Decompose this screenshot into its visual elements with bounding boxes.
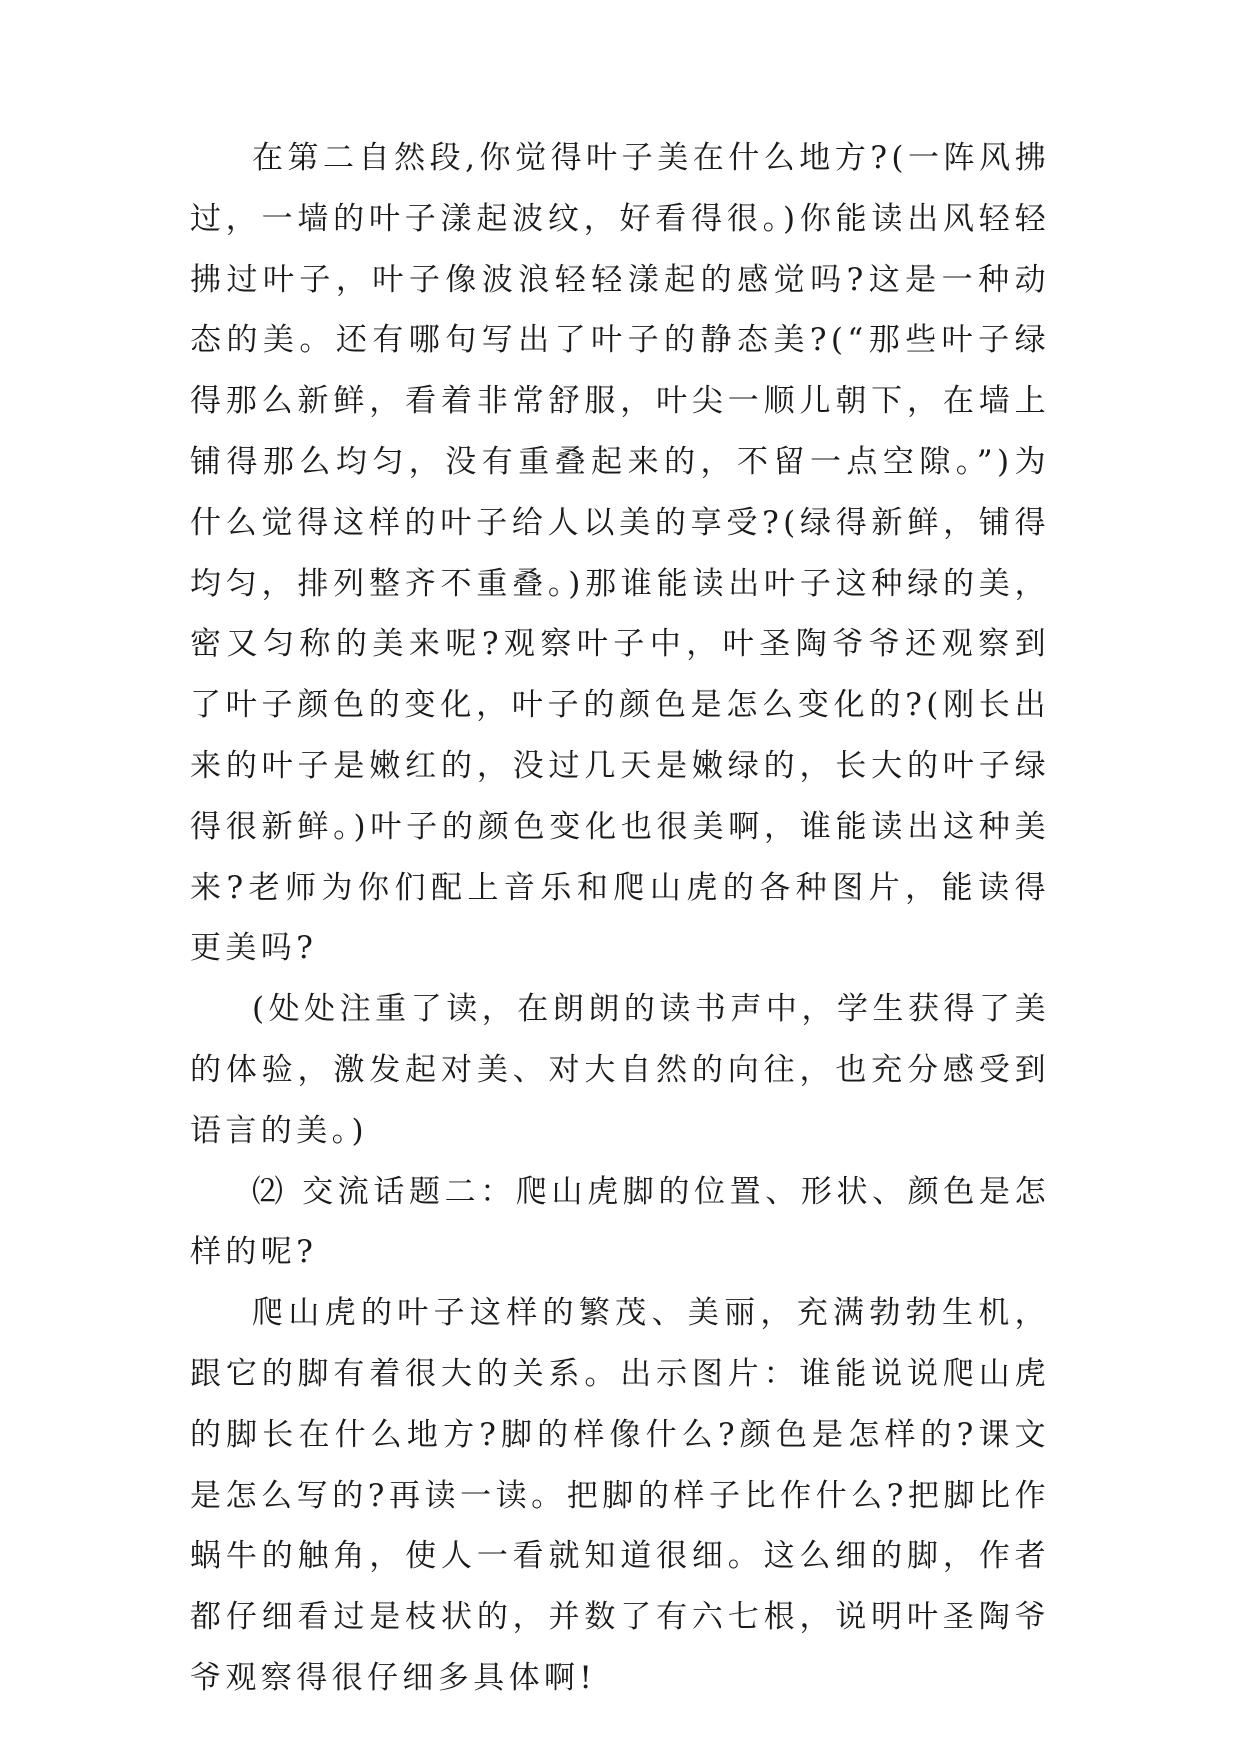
paragraph-leaf-beauty: 在第二自然段,你觉得叶子美在什么地方?(一阵风拂过，一墙的叶子漾起波纹，好看得很。)你能读出风轻轻拂过叶子，叶子像波浪轻轻漾起的感觉吗?这是一种动态的美。还有哪句写出了叶子的静态美?(“那些叶子绿得那么新鲜，看着非常舒服，叶尖一顺儿朝下，在墙上铺得那么均匀，没有重叠起来的，不留一点空隙。”)为什么觉得这样的叶子给人以美的享受?(绿得新鲜，铺得均匀，排列整齐不重叠。)那谁能读出叶子这种绿的美，密又匀称的美来呢?观察叶子中，叶圣陶爷爷还观察到了叶子颜色的变化，叶子的颜色是怎么变化的?(刚长出来的叶子是嫩红的，没过几天是嫩绿的，长大的叶子绿得很新鲜。)叶子的颜色变化也很美啊，谁能读出这种美来?老师为你们配上音乐和爬山虎的各种图片，能读得更美吗? (190, 140, 1050, 967)
paragraph-feet-description: 爬山虎的叶子这样的繁茂、美丽，充满勃勃生机，跟它的脚有着很大的关系。出示图片：谁能说说爬山虎的脚长在什么地方?脚的样像什么?颜色是怎样的?课文是怎么写的?再读一读。把脚的样子比作什么?把脚比作蜗牛的触角，使人一看就知道很细。这么细的脚，作者都仔细看过是枝状的，并数了有六七根，说明叶圣陶爷爷观察得很仔细多具体啊! (190, 1295, 1050, 1696)
body-text (190, 128, 1050, 1709)
paragraph-topic-two-heading: ⑵ 交流话题二：爬山虎脚的位置、形状、颜色是怎样的呢? (190, 1173, 1050, 1271)
paragraph-reading-commentary: (处处注重了读，在朗朗的读书声中，学生获得了美的体验，激发起对美、对大自然的向往，也充分感受到语言的美。) (190, 991, 1050, 1149)
